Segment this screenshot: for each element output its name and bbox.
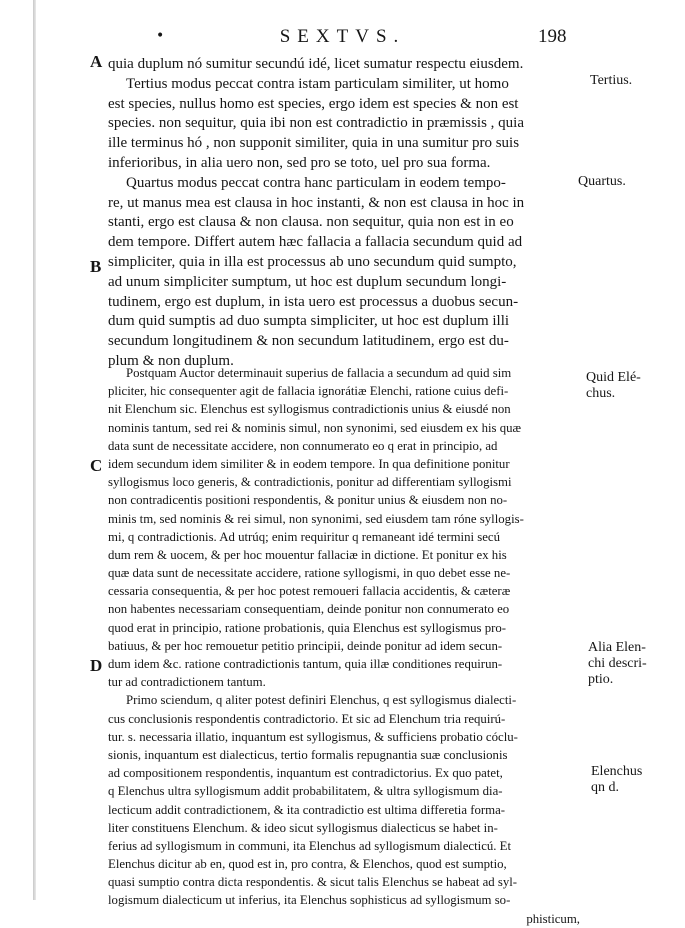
- text-line: logismum dialecticum ut inferius, ita Elenchus sophisticus ad syllogismum so-: [108, 893, 511, 908]
- section-marker-c: C: [90, 456, 103, 475]
- text-line: pliciter, hic consequenter agit de fallacia ignorátiæ Elenchi, ratione cuius defi-: [108, 384, 509, 399]
- text-line: liter constituens Elenchum. & ideo sicut syllogismus dialecticus se habet in-: [108, 820, 498, 835]
- text-line: nominis tantum, sed rei & nominis simul, non synonimi, sed eiusdem ex his quæ: [108, 420, 522, 435]
- text-line: minis tm, sed nominis & rei simul, non synonimi, sed eiusdem tam róne syllogis-: [108, 511, 524, 526]
- text-line: dum quid sumptis ad duo sumpta simpliciter, ut hoc est duplum illi: [108, 313, 510, 330]
- text-line: quasi sumptio contra dicta respondentis. & sicut talis Elenchus se habeat ad syl-: [108, 875, 518, 890]
- sidenote-line: ptio.: [588, 672, 614, 687]
- sidenote-alia-elenchi: [588, 640, 647, 688]
- sidenote-line: chus.: [586, 386, 616, 401]
- text-line: Postquam Auctor determinauit superius de fallacia a secundum ad quid sim: [126, 366, 512, 380]
- text-line: secundum longitudinem & non secundum latitudinem, ergo est du-: [108, 333, 509, 350]
- text-line: dum rem & uocem, & per hoc mouentur fallaciæ in dictione. Et ponitur ex his: [108, 547, 507, 562]
- main-text-upper: [108, 55, 584, 372]
- sidenote-line: Alia Elen-: [588, 640, 646, 655]
- text-line: quæ data sunt de necessitate accidere, ratione syllogismi, in quo debet esse ne-: [108, 566, 511, 581]
- text-line: simpliciter, quia in illa est processus ab uno secundum quid sumpto,: [108, 253, 517, 270]
- header-ornament: •: [156, 28, 165, 44]
- sidenote-line: chi descri-: [588, 656, 647, 671]
- text-line: quod erat in principio, ratione probationis, quia Elenchus est syllogismus pro-: [108, 620, 507, 635]
- sidenote-line: Quid Elé-: [586, 370, 641, 385]
- text-line: nit Elenchum sic. Elenchus est syllogismus contradictionis unius & eiusdé non: [108, 402, 511, 417]
- section-marker-a: A: [90, 52, 103, 71]
- text-line: q Elenchus ultra syllogismum addit probabilitatem, & ultra syllogismum dia-: [108, 784, 503, 799]
- text-line: tudinem, ergo est duplum, in ista uero est processus a duobus secun-: [108, 293, 519, 310]
- sidenote-tertius: [590, 73, 632, 89]
- page-number: 198: [538, 26, 567, 47]
- text-line: dum idem &c. ratione contradictionis tantum, quia illæ conditiones requirun-: [108, 657, 503, 671]
- text-line: syllogismus loco generis, & contradictionis, ponitur ad differentiam syllogismi: [108, 475, 512, 490]
- text-line: quia duplum nó sumitur secundú idé, licet sumatur respectu eiusdem.: [108, 56, 524, 72]
- section-marker-d: D: [90, 656, 103, 675]
- sidenote-line: qn d.: [591, 780, 619, 795]
- text-line: ad compositionem respondentis, inquantum est contradictorius. Ex quo patet,: [108, 766, 503, 781]
- text-line: phisticum,: [526, 911, 580, 926]
- text-line: Elenchus dicitur ab en, quod est in, pro contra, & Elenchos, quod est sumptio,: [108, 857, 507, 872]
- text-line: ad unum simpliciter sumptum, ut hoc est duplum secundum longi-: [108, 273, 507, 290]
- text-line: data sunt de necessitate accidere, non connumerato eo q erat in principio, ad: [108, 438, 498, 453]
- text-line: Quartus modus peccat contra hanc particulam in eodem tempo-: [126, 174, 506, 191]
- text-line: Primo sciendum, q aliter potest definiri Elenchus, q est syllogismus dialecti-: [126, 693, 517, 708]
- running-title: SEXTVS.: [279, 26, 406, 47]
- sidenote-line: Tertius.: [590, 73, 633, 88]
- text-line: stanti, ergo est clausa & non clausa. non sequitur, quia non est in eo: [108, 214, 514, 231]
- text-line: cus conclusionis respondentis contradictorio. Et sic ad Elenchum tria requirú-: [108, 711, 506, 726]
- sidenote-quid-elenchus: [586, 370, 641, 402]
- text-line: ferius ad syllogismum in communi, ita Elenchus ad syllogismum dialecticú. Et: [108, 838, 512, 853]
- text-line: non contradicentis positioni respondentis, & ponitur unius & eiusdem non no-: [108, 493, 508, 508]
- text-line: mi, q contradictionis. Ad utrúq; enim requiritur q remaneant idé termini secú: [108, 529, 500, 544]
- text-line: lecticum addit contradictionem, & ita contradictio est ultima differetia forma-: [108, 802, 506, 817]
- text-line: ille terminus hó , non supponit similiter, quia in una sumitur pro suis: [108, 135, 520, 152]
- text-line: inferioribus, in alia uero non, sed pro se toto, uel pro sua forma.: [108, 154, 491, 171]
- page-header: [0, 26, 685, 48]
- text-line: plum & non duplum.: [108, 352, 234, 369]
- sidenote-line: Elenchus: [591, 764, 643, 779]
- sidenote-line: Quartus.: [578, 174, 626, 189]
- text-line: sionis, inquantum est dialecticus, tertio formalis repugnantia suæ conclusionis: [108, 747, 508, 762]
- text-line: non habentes necessariam consequentiam, deinde ponitur non connumerato eo: [108, 602, 510, 617]
- text-line: species. non sequitur, quia ibi non est contradictio in præmissis , quia: [108, 115, 525, 132]
- commentary-text: [108, 364, 584, 928]
- text-line: tur. s. necessaria illatio, inquantum est syllogismus, & sufficiens probatio cóclu-: [108, 729, 518, 744]
- sidenote-quartus: [578, 174, 626, 190]
- section-marker-b: B: [90, 257, 102, 276]
- text-line: Tertius modus peccat contra istam particulam similiter, ut homo: [126, 75, 509, 92]
- sidenote-elenchus-quid: [591, 764, 642, 796]
- text-line: cessaria consequentia, & per hoc potest remoueri fallacia accidentis, & cæteræ: [108, 584, 511, 599]
- binding-gutter: [33, 0, 36, 900]
- text-line: est species, nullus homo est species, ergo idem est species & non est: [108, 95, 519, 112]
- text-line: dem tempore. Differt autem hæc fallacia a fallacia secundum quid ad: [108, 234, 523, 251]
- text-line: idem secundum idem similiter & in eodem tempore. In qua definitione ponitur: [108, 456, 510, 471]
- text-line: batiuus, & per hoc remouetur petitio principii, deinde ponitur ad idem secun-: [108, 638, 503, 653]
- text-line: tur ad contradictionem tantum.: [108, 675, 266, 690]
- text-line: re, ut manus mea est clausa in hoc instanti, & non est clausa in hoc in: [108, 194, 525, 211]
